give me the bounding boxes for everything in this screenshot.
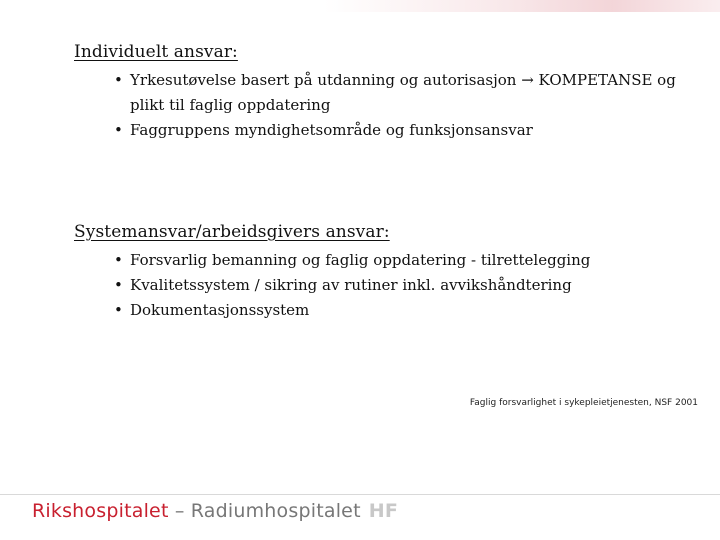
list-item: • Faggruppens myndighetsområde og funksjonsansvar bbox=[114, 118, 704, 143]
bullet-icon: • bbox=[114, 301, 123, 319]
list-item: • Yrkesutøvelse basert på utdanning og autorisasjon → KOMPETANSE og plikt til faglig oppdatering bbox=[114, 68, 704, 118]
system-responsibility-section bbox=[74, 222, 704, 323]
source-citation: Faglig forsvarlighet i sykepleietjenesten, NSF 2001 bbox=[469, 398, 698, 408]
footer-divider bbox=[0, 494, 720, 495]
list-item: • Forsvarlig bemanning og faglig oppdatering - tilrettelegging bbox=[114, 248, 704, 273]
bullet-list bbox=[74, 68, 704, 143]
hospital-logo-footer bbox=[32, 500, 398, 522]
individual-responsibility-section bbox=[74, 42, 704, 143]
bullet-icon: • bbox=[114, 276, 123, 294]
brand-name-primary: Rikshospitalet bbox=[32, 500, 169, 522]
list-item: • Dokumentasjonssystem bbox=[114, 298, 704, 323]
section-heading: Individuelt ansvar: bbox=[74, 42, 238, 62]
brand-name-secondary: – Radiumhospitalet bbox=[168, 500, 361, 522]
bullet-icon: • bbox=[114, 121, 123, 139]
bullet-list bbox=[74, 248, 704, 323]
bullet-icon: • bbox=[114, 71, 123, 89]
list-item: • Kvalitetssystem / sikring av rutiner inkl. avvikshåndtering bbox=[114, 273, 704, 298]
bullet-icon: • bbox=[114, 251, 123, 269]
section-heading: Systemansvar/arbeidsgivers ansvar: bbox=[74, 222, 390, 242]
top-decorative-bar bbox=[0, 0, 720, 12]
brand-suffix: HF bbox=[368, 500, 399, 522]
